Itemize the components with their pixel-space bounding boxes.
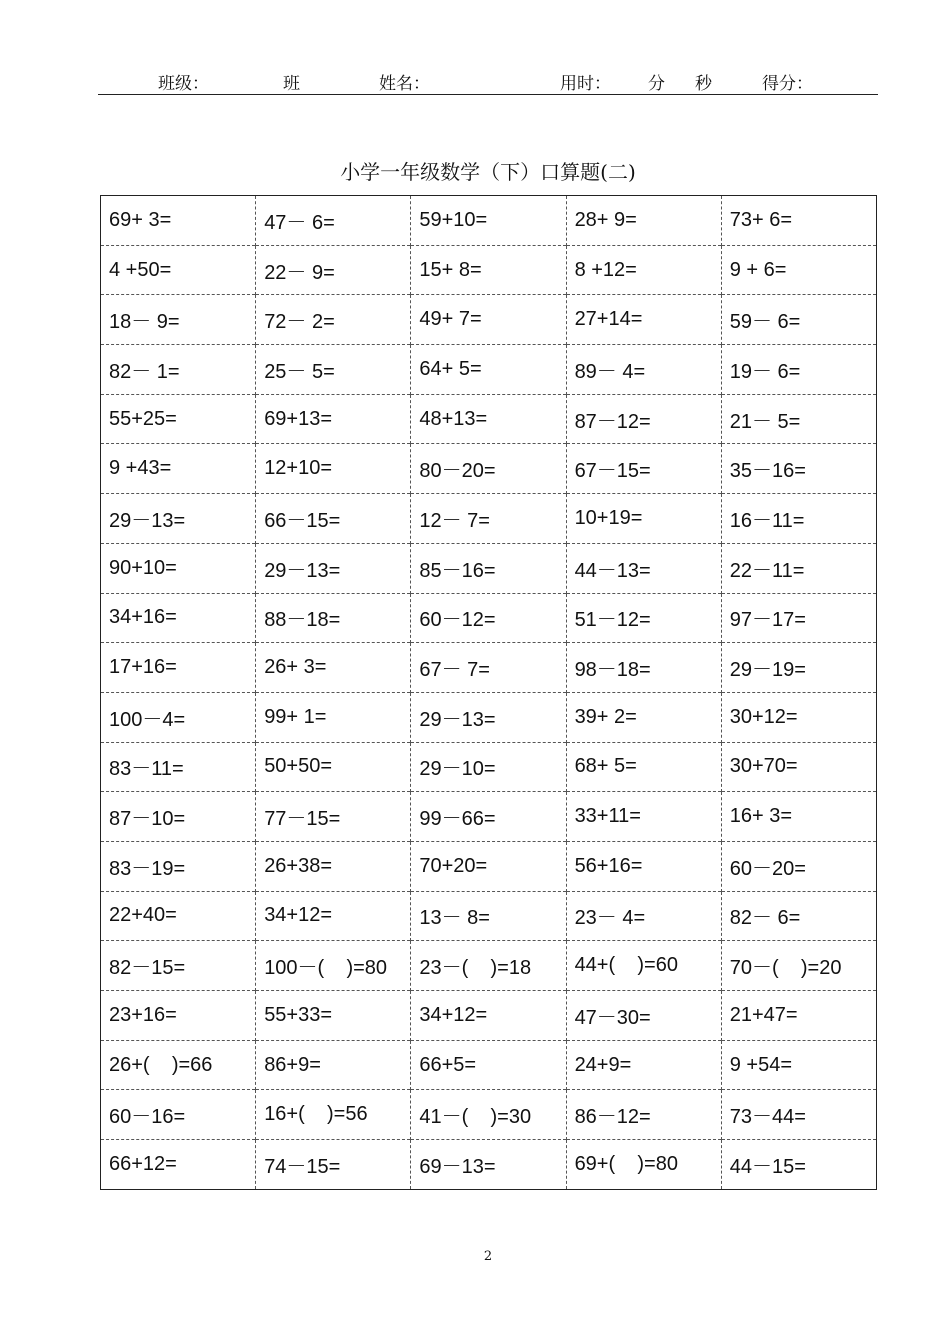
problem-cell: 9 +54= bbox=[721, 1040, 876, 1090]
problem-cell: 50+50= bbox=[256, 742, 411, 792]
problem-cell: 9 +43= bbox=[101, 444, 256, 494]
problem-row bbox=[101, 345, 877, 395]
problem-cell: 59－ 6= bbox=[721, 295, 876, 345]
minute-label: 分 bbox=[648, 74, 665, 94]
problem-cell: 68+ 5= bbox=[566, 742, 721, 792]
problem-cell: 26+( )=66 bbox=[101, 1040, 256, 1090]
problem-cell: 100－( )=80 bbox=[256, 941, 411, 991]
problem-cell: 34+12= bbox=[411, 991, 566, 1041]
problem-cell: 56+16= bbox=[566, 841, 721, 891]
problem-cell: 60－16= bbox=[101, 1090, 256, 1140]
problem-row bbox=[101, 1140, 877, 1190]
problem-row bbox=[101, 692, 877, 742]
problem-cell: 4 +50= bbox=[101, 245, 256, 295]
worksheet-title: 小学一年级数学（下）口算题(二) bbox=[340, 160, 636, 184]
problem-cell: 15+ 8= bbox=[411, 245, 566, 295]
problem-cell: 34+16= bbox=[101, 593, 256, 643]
problem-cell: 70+20= bbox=[411, 841, 566, 891]
problem-row bbox=[101, 1090, 877, 1140]
problem-cell: 34+12= bbox=[256, 891, 411, 941]
problem-cell: 27+14= bbox=[566, 295, 721, 345]
problem-cell: 29－13= bbox=[256, 543, 411, 593]
problem-cell: 55+25= bbox=[101, 394, 256, 444]
problem-cell: 70－( )=20 bbox=[721, 941, 876, 991]
problem-grid bbox=[100, 195, 877, 1190]
time-label: 用时： bbox=[560, 74, 611, 94]
problem-cell: 60－20= bbox=[721, 841, 876, 891]
problem-cell: 16+ 3= bbox=[721, 792, 876, 842]
problem-cell: 97－17= bbox=[721, 593, 876, 643]
problem-cell: 87－12= bbox=[566, 394, 721, 444]
problem-cell: 67－ 7= bbox=[411, 643, 566, 693]
problem-cell: 30+12= bbox=[721, 692, 876, 742]
problem-row bbox=[101, 941, 877, 991]
problem-cell: 21－ 5= bbox=[721, 394, 876, 444]
problem-row bbox=[101, 196, 877, 246]
problem-cell: 21+47= bbox=[721, 991, 876, 1041]
problem-cell: 86+9= bbox=[256, 1040, 411, 1090]
problem-cell: 72－ 2= bbox=[256, 295, 411, 345]
problem-cell: 89－ 4= bbox=[566, 345, 721, 395]
class-label: 班级： bbox=[158, 74, 209, 94]
problem-row bbox=[101, 891, 877, 941]
name-label: 姓名： bbox=[379, 74, 430, 94]
problem-cell: 87－10= bbox=[101, 792, 256, 842]
problem-cell: 59+10= bbox=[411, 196, 566, 246]
problem-cell: 51－12= bbox=[566, 593, 721, 643]
problem-cell: 47－ 6= bbox=[256, 196, 411, 246]
problem-cell: 99+ 1= bbox=[256, 692, 411, 742]
problem-cell: 69－13= bbox=[411, 1140, 566, 1190]
problem-cell: 44－15= bbox=[721, 1140, 876, 1190]
problem-cell: 82－15= bbox=[101, 941, 256, 991]
problem-cell: 88－18= bbox=[256, 593, 411, 643]
problem-cell: 29－19= bbox=[721, 643, 876, 693]
problem-cell: 60－12= bbox=[411, 593, 566, 643]
problem-row bbox=[101, 543, 877, 593]
second-label: 秒 bbox=[695, 74, 712, 94]
problem-cell: 82－ 1= bbox=[101, 345, 256, 395]
problem-row bbox=[101, 245, 877, 295]
problem-cell: 29－13= bbox=[101, 494, 256, 544]
problem-cell: 80－20= bbox=[411, 444, 566, 494]
problem-cell: 64+ 5= bbox=[411, 345, 566, 395]
problem-row bbox=[101, 593, 877, 643]
problem-row bbox=[101, 643, 877, 693]
problem-cell: 19－ 6= bbox=[721, 345, 876, 395]
problem-cell: 55+33= bbox=[256, 991, 411, 1041]
problem-cell: 73+ 6= bbox=[721, 196, 876, 246]
problem-cell: 83－11= bbox=[101, 742, 256, 792]
problem-cell: 44+( )=60 bbox=[566, 941, 721, 991]
score-label: 得分： bbox=[762, 74, 813, 94]
problem-cell: 26+ 3= bbox=[256, 643, 411, 693]
problem-cell: 25－ 5= bbox=[256, 345, 411, 395]
problem-cell: 12－ 7= bbox=[411, 494, 566, 544]
problem-cell: 86－12= bbox=[566, 1090, 721, 1140]
problem-cell: 66－15= bbox=[256, 494, 411, 544]
problem-cell: 100－4= bbox=[101, 692, 256, 742]
problem-row bbox=[101, 792, 877, 842]
problem-cell: 12+10= bbox=[256, 444, 411, 494]
problem-cell: 66+12= bbox=[101, 1140, 256, 1190]
problem-cell: 83－19= bbox=[101, 841, 256, 891]
problem-cell: 16+( )=56 bbox=[256, 1090, 411, 1140]
problem-cell: 66+5= bbox=[411, 1040, 566, 1090]
problem-row bbox=[101, 991, 877, 1041]
problem-cell: 77－15= bbox=[256, 792, 411, 842]
problem-cell: 48+13= bbox=[411, 394, 566, 444]
problem-cell: 30+70= bbox=[721, 742, 876, 792]
problem-cell: 99－66= bbox=[411, 792, 566, 842]
problem-cell: 22－ 9= bbox=[256, 245, 411, 295]
problem-cell: 69+( )=80 bbox=[566, 1140, 721, 1190]
problem-cell: 44－13= bbox=[566, 543, 721, 593]
problem-row bbox=[101, 444, 877, 494]
problem-cell: 28+ 9= bbox=[566, 196, 721, 246]
problem-cell: 16－11= bbox=[721, 494, 876, 544]
problem-cell: 74－15= bbox=[256, 1140, 411, 1190]
problem-row bbox=[101, 295, 877, 345]
problem-cell: 26+38= bbox=[256, 841, 411, 891]
problem-row bbox=[101, 394, 877, 444]
problem-cell: 49+ 7= bbox=[411, 295, 566, 345]
worksheet-header bbox=[98, 66, 878, 95]
page-number: 2 bbox=[483, 1249, 493, 1264]
problem-cell: 18－ 9= bbox=[101, 295, 256, 345]
problem-cell: 67－15= bbox=[566, 444, 721, 494]
problem-row bbox=[101, 742, 877, 792]
problem-row bbox=[101, 494, 877, 544]
problem-cell: 23－ 4= bbox=[566, 891, 721, 941]
problem-cell: 90+10= bbox=[101, 543, 256, 593]
problem-cell: 98－18= bbox=[566, 643, 721, 693]
problem-cell: 41－( )=30 bbox=[411, 1090, 566, 1140]
problem-cell: 13－ 8= bbox=[411, 891, 566, 941]
problem-cell: 33+11= bbox=[566, 792, 721, 842]
problem-cell: 85－16= bbox=[411, 543, 566, 593]
problem-cell: 23－( )=18 bbox=[411, 941, 566, 991]
problem-cell: 82－ 6= bbox=[721, 891, 876, 941]
problem-cell: 23+16= bbox=[101, 991, 256, 1041]
problem-cell: 73－44= bbox=[721, 1090, 876, 1140]
problem-cell: 29－13= bbox=[411, 692, 566, 742]
problem-cell: 29－10= bbox=[411, 742, 566, 792]
problem-cell: 22－11= bbox=[721, 543, 876, 593]
problem-cell: 22+40= bbox=[101, 891, 256, 941]
problem-cell: 69+13= bbox=[256, 394, 411, 444]
problem-cell: 8 +12= bbox=[566, 245, 721, 295]
problem-cell: 17+16= bbox=[101, 643, 256, 693]
problem-cell: 39+ 2= bbox=[566, 692, 721, 742]
class-suffix: 班 bbox=[283, 74, 300, 94]
problem-cell: 47－30= bbox=[566, 991, 721, 1041]
problem-row bbox=[101, 841, 877, 891]
problem-cell: 35－16= bbox=[721, 444, 876, 494]
problem-cell: 24+9= bbox=[566, 1040, 721, 1090]
problem-row bbox=[101, 1040, 877, 1090]
problem-cell: 69+ 3= bbox=[109, 208, 172, 231]
problem-cell: 9 + 6= bbox=[721, 245, 876, 295]
problem-cell: 10+19= bbox=[566, 494, 721, 544]
